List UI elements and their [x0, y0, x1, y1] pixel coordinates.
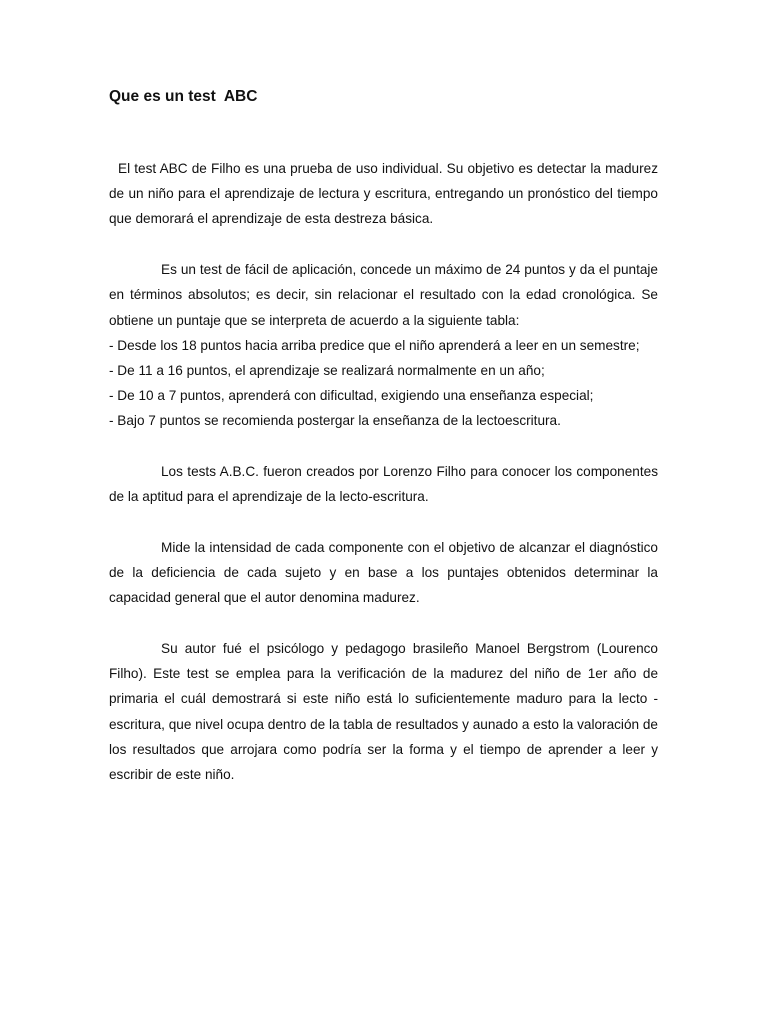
list-item: - Bajo 7 puntos se recomienda postergar la enseñanza de la lectoescritura.	[109, 413, 561, 429]
paragraph-intensity: Mide la intensidad de cada componente con el objetivo de alcanzar el diagnóstico de la deficiencia de cada sujeto y en base a los puntajes obtenidos determinar la capacidad general que el autor denomina madurez.	[109, 539, 658, 606]
score-interpretation-list	[109, 333, 658, 434]
list-item: - De 11 a 16 puntos, el aprendizaje se realizará normalmente en un año;	[109, 362, 545, 378]
list-item: - Desde los 18 puntos hacia arriba predice que el niño aprenderá a leer en un semestre;	[109, 337, 640, 353]
document-title: Que es un test ABC	[109, 88, 258, 105]
document-page	[109, 87, 658, 787]
list-item: - De 10 a 7 puntos, aprenderá con dificultad, exigiendo una enseñanza especial;	[109, 388, 594, 404]
paragraph-intro: El test ABC de Filho es una prueba de uso individual. Su objetivo es detectar la madurez de un niño para el aprendizaje de lectura y escritura, entregando un pronóstico del tiempo que demorará el aprendizaje de esta destreza básica.	[109, 161, 658, 227]
paragraph-author: Su autor fué el psicólogo y pedagogo brasileño Manoel Bergstrom (Lourenco Filho). Este test se emplea para la verificación de la madurez del niño de 1er año de primaria el cuál demostrará si este niño está lo suficientemente maduro para la lecto - escritura, que nivel ocupa dentro de la tabla de resultados y aunado a esto la valoración de los resultados que arrojara como podría ser la forma y el tiempo de aprender a leer y escribir de este niño.	[109, 641, 658, 783]
paragraph-scoring: Es un test de fácil de aplicación, concede un máximo de 24 puntos y da el puntaje en términos absolutos; es decir, sin relacionar el resultado con la edad cronológica. Se obtiene un puntaje que se interpreta de acuerdo a la siguiente tabla:	[109, 262, 658, 328]
paragraph-creators: Los tests A.B.C. fueron creados por Lorenzo Filho para conocer los componentes de la aptitud para el aprendizaje de la lecto-escritura.	[109, 464, 658, 505]
